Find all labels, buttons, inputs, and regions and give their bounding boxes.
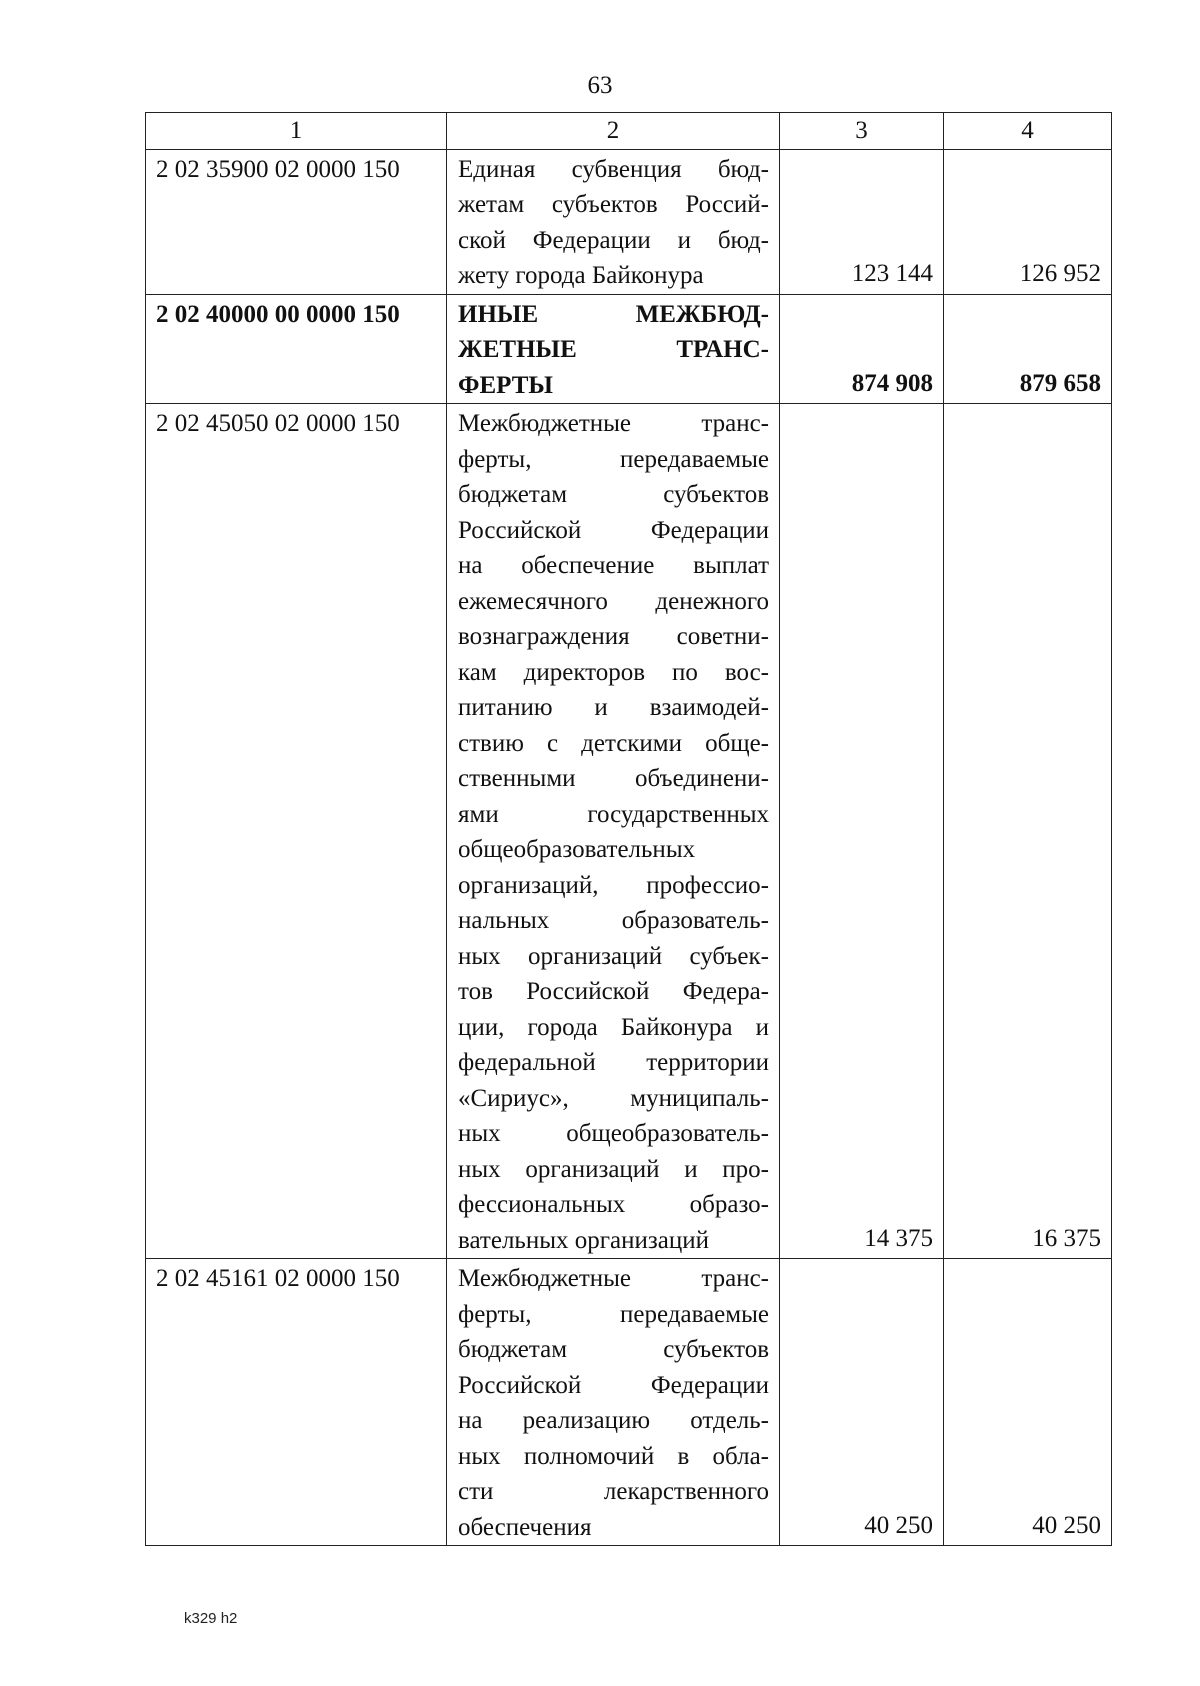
description-line: ежемесячного денежного	[458, 587, 769, 615]
description-line: ЖЕТНЫЕ ТРАНС-	[458, 336, 769, 363]
amount-col-4-cell: 126 952	[944, 149, 1112, 294]
description-line: общеобразовательных	[458, 836, 696, 863]
description-line: «Сириус», муниципаль-	[458, 1084, 769, 1112]
description-line: ферты, передаваемые	[458, 1300, 769, 1328]
amount-col-3-cell: 14 375	[780, 404, 944, 1259]
description-line: ственными объединени-	[458, 765, 769, 792]
amount-col-3-cell: 874 908	[780, 294, 944, 404]
description-line: бюджетам субъектов	[458, 1336, 769, 1363]
budget-code-cell: 2 02 45050 02 0000 150	[146, 404, 447, 1259]
description-line: бюджетам субъектов	[458, 481, 769, 508]
table-row	[146, 404, 1112, 1259]
description-line: жету города Байконура	[458, 262, 704, 289]
description-line: организаций, профессио-	[458, 871, 769, 899]
description-line: Межбюджетные транс-	[458, 410, 769, 437]
description-line: ных полномочий в обла-	[458, 1442, 769, 1470]
description-line: Межбюджетные транс-	[458, 1265, 769, 1292]
header-col-4: 4	[944, 113, 1112, 150]
table-row	[146, 1259, 1112, 1546]
description-line: на обеспечение выплат	[458, 552, 769, 579]
amount-col-4-cell: 879 658	[944, 294, 1112, 404]
description-line: ных организаций субъек-	[458, 942, 769, 970]
description-line: тов Российской Федера-	[458, 978, 769, 1005]
description-cell	[447, 294, 780, 404]
header-col-1: 1	[146, 113, 447, 150]
amount-col-3-cell: 123 144	[780, 149, 944, 294]
description-cell	[447, 404, 780, 1259]
description-line: ствию с детскими обще-	[458, 729, 769, 757]
description-line: ных организаций и про-	[458, 1155, 769, 1183]
description-line: сти лекарственного	[458, 1478, 769, 1505]
description-line: нальных образователь-	[458, 907, 769, 934]
description-line: фессиональных образо-	[458, 1191, 769, 1218]
description-line: жетам субъектов Россий-	[458, 191, 769, 218]
table-header-row	[146, 113, 1112, 150]
description-line: на реализацию отдель-	[458, 1407, 769, 1434]
table-row	[146, 294, 1112, 404]
page-number: 63	[587, 72, 613, 99]
budget-code-cell: 2 02 40000 00 0000 150	[146, 294, 447, 404]
description-line: питанию и взаимодей-	[458, 694, 769, 721]
description-line: ФЕРТЫ	[458, 371, 553, 399]
description-line: ных общеобразователь-	[458, 1120, 769, 1147]
table-row	[146, 149, 1112, 294]
description-line: ями государственных	[458, 800, 769, 828]
budget-code-cell: 2 02 45161 02 0000 150	[146, 1259, 447, 1546]
description-line: кам директоров по вос-	[458, 658, 769, 686]
header-col-3: 3	[780, 113, 944, 150]
description-line: Единая субвенция бюд-	[458, 155, 769, 183]
description-line: ИНЫЕ МЕЖБЮД-	[458, 300, 769, 328]
description-line: ции, города Байконура и	[458, 1013, 769, 1041]
description-line: вознаграждения советни-	[458, 623, 769, 650]
description-line: ской Федерации и бюд-	[458, 226, 769, 254]
description-line: Российской Федерации	[458, 1371, 769, 1399]
description-line: федеральной территории	[458, 1049, 769, 1076]
budget-table	[145, 112, 1112, 1546]
description-cell	[447, 149, 780, 294]
description-line: Российской Федерации	[458, 516, 769, 544]
description-line: вательных организаций	[458, 1226, 709, 1254]
amount-col-4-cell: 40 250	[944, 1259, 1112, 1546]
description-line: ферты, передаваемые	[458, 445, 769, 473]
footer-code: k329 h2	[184, 1610, 238, 1627]
description-line: обеспечения	[458, 1513, 592, 1541]
header-col-2: 2	[447, 113, 780, 150]
budget-code-cell: 2 02 35900 02 0000 150	[146, 149, 447, 294]
amount-col-4-cell: 16 375	[944, 404, 1112, 1259]
description-cell	[447, 1259, 780, 1546]
amount-col-3-cell: 40 250	[780, 1259, 944, 1546]
